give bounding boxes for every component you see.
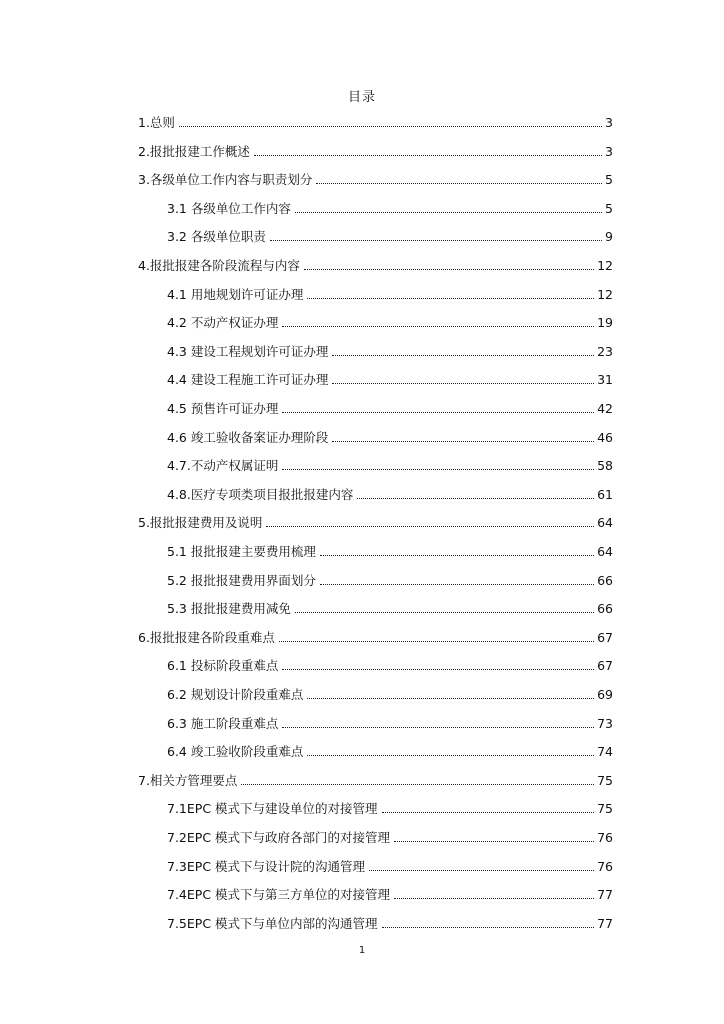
toc-dot-leader <box>320 555 594 556</box>
toc-entry-page: 66 <box>597 572 613 588</box>
toc-entry-page: 66 <box>597 601 613 617</box>
toc-dot-leader <box>332 441 594 442</box>
toc-dot-leader <box>282 727 594 728</box>
toc-dot-leader <box>307 698 594 699</box>
toc-entry[interactable] <box>167 796 613 818</box>
toc-entry[interactable] <box>167 396 613 418</box>
toc-entry-page: 75 <box>597 801 613 817</box>
toc-entry-page: 67 <box>597 629 613 645</box>
toc-entry[interactable] <box>138 110 613 132</box>
toc-entry-label: 5.1 报批报建主要费用梳理 <box>167 544 316 559</box>
toc-entry[interactable] <box>138 768 613 790</box>
toc-dot-leader <box>270 240 602 241</box>
toc-entry[interactable] <box>167 425 613 447</box>
toc-entry-label: 2.报批报建工作概述 <box>138 143 250 159</box>
toc-entry[interactable] <box>167 711 613 733</box>
toc-entry-label: 6.4 竣工验收阶段重难点 <box>167 744 304 760</box>
toc-entry-page: 3 <box>605 143 613 159</box>
toc-entry-label: 6.3 施工阶段重难点 <box>167 715 279 731</box>
toc-entry-label: 7.相关方管理要点 <box>138 772 238 788</box>
toc-entry[interactable] <box>138 625 613 647</box>
toc-entry-page: 76 <box>597 830 613 845</box>
toc-entry-label: 3.1 各级单位工作内容 <box>167 200 291 216</box>
toc-entry-label: 7.3EPC 模式下与设计院的沟通管理 <box>167 858 366 874</box>
toc-entry-page: 69 <box>597 687 613 702</box>
toc-entry-label: 5.3 报批报建费用减免 <box>167 601 291 617</box>
toc-entry-page: 42 <box>597 401 613 416</box>
toc-entry[interactable] <box>167 596 613 618</box>
toc-entry-page: 12 <box>597 258 613 273</box>
toc-dot-leader <box>266 526 594 527</box>
toc-entry-page: 76 <box>597 858 613 874</box>
toc-entry-label: 5.2 报批报建费用界面划分 <box>167 572 316 588</box>
toc-dot-leader <box>282 326 594 327</box>
page-number: 1 <box>358 945 366 956</box>
toc-entry-page: 5 <box>605 172 613 188</box>
toc-entry-label: 5.报批报建费用及说明 <box>138 515 263 531</box>
toc-entry[interactable] <box>167 882 613 904</box>
toc-entry[interactable] <box>167 911 613 933</box>
toc-dot-leader <box>282 669 594 670</box>
toc-dot-leader <box>316 183 602 184</box>
toc-entry[interactable] <box>138 139 613 161</box>
toc-dot-leader <box>332 383 594 384</box>
toc-entry-page: 61 <box>597 486 613 502</box>
toc-entry-label: 4.7.不动产权属证明 <box>167 458 279 474</box>
toc-entry[interactable] <box>167 739 613 761</box>
toc-entry-page: 67 <box>597 658 613 674</box>
toc-entry[interactable] <box>167 653 613 675</box>
toc-entry-label: 6.1 投标阶段重难点 <box>167 658 279 674</box>
toc-dot-leader <box>382 927 595 928</box>
toc-entry-label: 4.5 预售许可证办理 <box>167 401 279 416</box>
toc-entry[interactable] <box>167 482 613 504</box>
toc-entry-page: 12 <box>597 286 613 302</box>
toc-entry[interactable] <box>167 682 613 704</box>
toc-entry-label: 4.6 竣工验收备案证办理阶段 <box>167 429 329 445</box>
toc-entry-label: 3.各级单位工作内容与职责划分 <box>138 172 313 188</box>
toc-dot-leader <box>295 212 602 213</box>
toc-dot-leader <box>295 612 594 613</box>
toc-entry-label: 4.3 建设工程规划许可证办理 <box>167 343 329 359</box>
toc-dot-leader <box>179 126 602 127</box>
toc-entry-label: 6.2 规划设计阶段重难点 <box>167 687 304 702</box>
toc-entry[interactable] <box>167 339 613 361</box>
toc-entry-label: 4.4 建设工程施工许可证办理 <box>167 372 329 388</box>
toc-entry[interactable] <box>167 196 613 218</box>
toc-entry-label: 4.8.医疗专项类项目报批报建内容 <box>167 486 354 502</box>
toc-dot-leader <box>320 584 594 585</box>
toc-dot-leader <box>241 784 594 785</box>
toc-entry[interactable] <box>138 167 613 189</box>
toc-entry[interactable] <box>167 825 613 847</box>
toc-dot-leader <box>357 498 594 499</box>
toc-dot-leader <box>394 841 594 842</box>
toc-entry-page: 58 <box>597 458 613 474</box>
toc-dot-leader <box>282 412 594 413</box>
toc-entry-label: 7.4EPC 模式下与第三方单位的对接管理 <box>167 887 391 903</box>
toc-entry-label: 1.总则 <box>138 115 175 130</box>
toc-entry-page: 46 <box>597 429 613 445</box>
toc-dot-leader <box>382 812 595 813</box>
toc-entry-page: 5 <box>605 200 613 216</box>
toc-entry-page: 75 <box>597 772 613 788</box>
toc-entry-page: 31 <box>597 372 613 388</box>
toc-entry-label: 3.2 各级单位职责 <box>167 229 266 245</box>
toc-entry[interactable] <box>138 510 613 532</box>
toc-entry-page: 9 <box>605 229 613 245</box>
toc-entry-page: 3 <box>605 115 613 130</box>
toc-entry-label: 7.2EPC 模式下与政府各部门的对接管理 <box>167 830 391 845</box>
toc-entry[interactable] <box>167 367 613 389</box>
toc-entry[interactable] <box>167 854 613 876</box>
toc-title: 目录 <box>347 90 376 105</box>
toc-entry-page: 77 <box>597 915 613 931</box>
toc-entry-label: 4.报批报建各阶段流程与内容 <box>138 258 300 273</box>
toc-entry-label: 7.1EPC 模式下与建设单位的对接管理 <box>167 801 378 817</box>
toc-dot-leader <box>282 469 594 470</box>
toc-entry-label: 4.1 用地规划许可证办理 <box>167 286 304 302</box>
toc-entry[interactable] <box>167 310 613 332</box>
toc-entry[interactable] <box>167 282 613 304</box>
toc-dot-leader <box>279 641 594 642</box>
toc-entry[interactable] <box>138 253 613 275</box>
toc-entry-label: 6.报批报建各阶段重难点 <box>138 629 275 645</box>
toc-dot-leader <box>304 269 594 270</box>
toc-entry-label: 4.2 不动产权证办理 <box>167 315 279 331</box>
toc-dot-leader <box>394 898 594 899</box>
toc-dot-leader <box>254 155 602 156</box>
toc-entry-page: 74 <box>597 744 613 760</box>
toc-entry-page: 64 <box>597 544 613 559</box>
toc-dot-leader <box>307 298 594 299</box>
toc-entry[interactable] <box>167 453 613 475</box>
toc-entry-page: 64 <box>597 515 613 531</box>
toc-entry[interactable] <box>167 539 613 561</box>
toc-entry-page: 73 <box>597 715 613 731</box>
toc-entry-page: 23 <box>597 343 613 359</box>
toc-entry-label: 7.5EPC 模式下与单位内部的沟通管理 <box>167 915 378 931</box>
toc-dot-leader <box>332 355 594 356</box>
toc-entry-page: 77 <box>597 887 613 903</box>
toc-entry[interactable] <box>167 568 613 590</box>
toc-dot-leader <box>369 870 594 871</box>
toc-entry[interactable] <box>167 224 613 246</box>
toc-entry-page: 19 <box>597 315 613 331</box>
toc-dot-leader <box>307 755 594 756</box>
